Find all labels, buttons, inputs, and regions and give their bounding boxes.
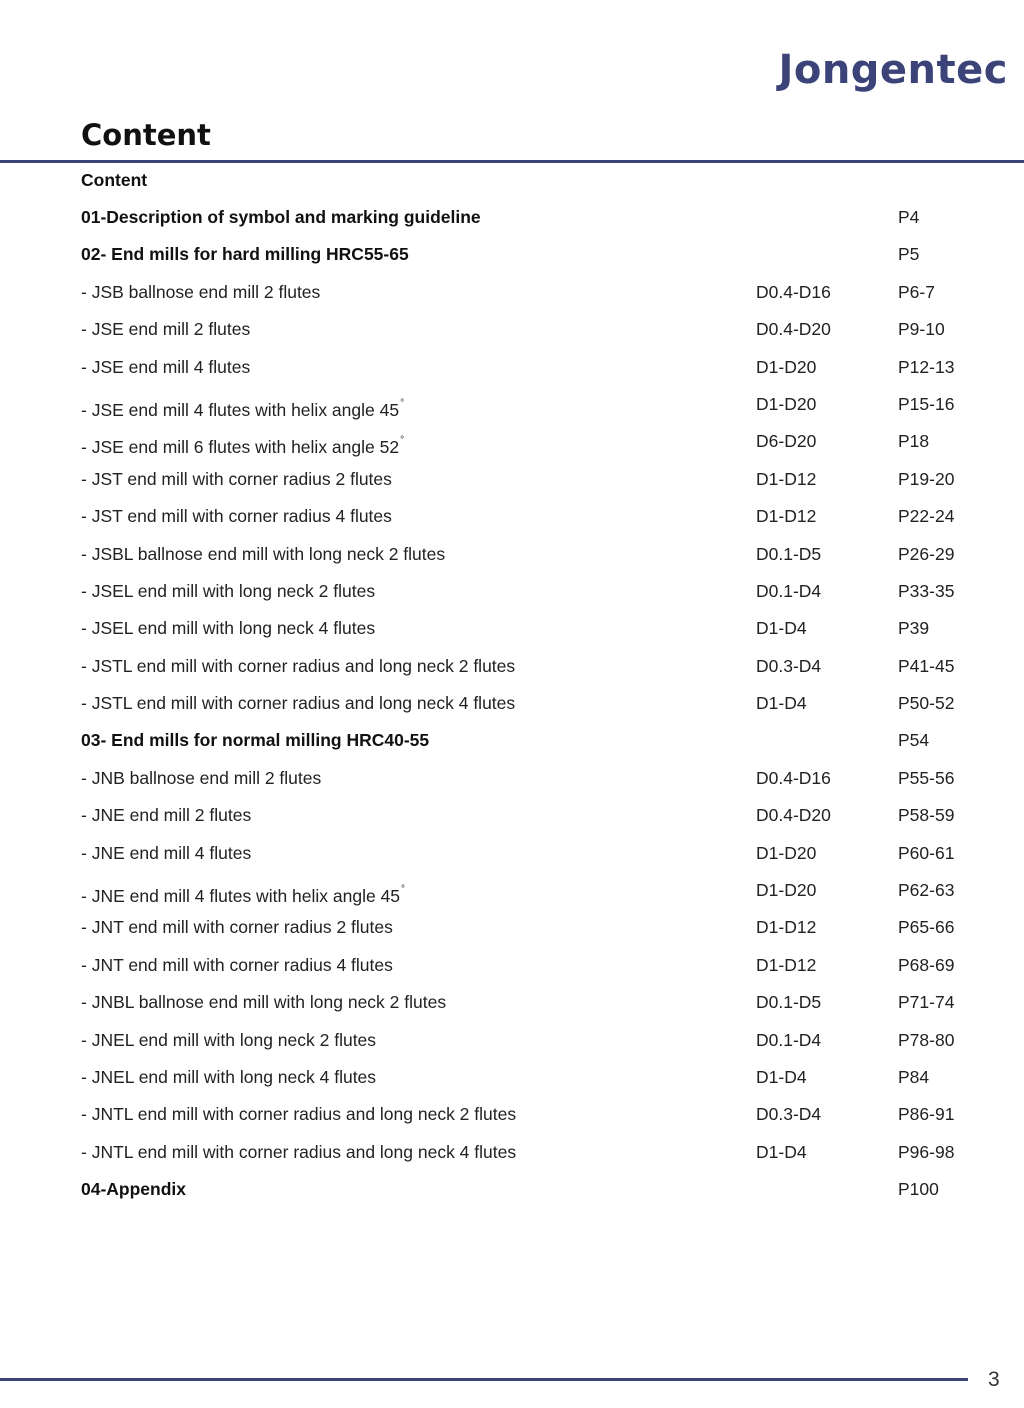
toc-page-ref: P55-56 xyxy=(898,767,955,788)
toc-diameter-range: D1-D20 xyxy=(756,356,817,377)
toc-entry-title-text: - JNT end mill with corner radius 2 flutes xyxy=(81,917,393,938)
toc-entry[interactable] xyxy=(0,1022,1024,1059)
toc-section-heading[interactable] xyxy=(0,1171,1024,1208)
toc-entry[interactable] xyxy=(0,984,1024,1021)
toc-diameter-range: D0.3-D4 xyxy=(756,1104,822,1125)
toc-entry-title-text: - JNT end mill with corner radius 4 flutes xyxy=(81,954,393,975)
toc-entry-title xyxy=(81,917,393,937)
brand-logo: Jongentec xyxy=(778,47,1008,93)
toc-page-ref: P41-45 xyxy=(898,655,955,676)
toc-entry[interactable] xyxy=(0,947,1024,984)
toc-diameter-range: D0.1-D4 xyxy=(756,1029,822,1050)
toc-entry-title xyxy=(81,1179,186,1199)
footer-divider xyxy=(0,1378,968,1381)
toc-entry-title-text: 04-Appendix xyxy=(81,1179,187,1200)
toc-diameter-range: D0.4-D16 xyxy=(756,281,831,302)
toc-diameter-range: D0.1-D5 xyxy=(756,543,822,564)
toc-section-heading[interactable] xyxy=(0,162,1024,199)
page-number: 3 xyxy=(988,1368,1000,1391)
toc-diameter-range: D0.4-D16 xyxy=(756,767,831,788)
toc-entry-title xyxy=(81,768,321,788)
toc-diameter-range: D0.1-D5 xyxy=(756,992,822,1013)
toc-entry-title xyxy=(81,1030,376,1050)
toc-diameter-range: D1-D4 xyxy=(756,1066,807,1087)
toc-entry-title-text: - JNE end mill 4 flutes xyxy=(81,842,252,863)
toc-diameter-range: D6-D20 xyxy=(756,431,817,452)
toc-entry-title-text: - JSE end mill 4 flutes xyxy=(81,356,251,377)
toc-page-ref: P6-7 xyxy=(898,281,935,302)
toc-entry[interactable] xyxy=(0,274,1024,311)
toc-entry-title-text: - JNEL end mill with long neck 4 flutes xyxy=(81,1066,377,1087)
toc-diameter-range: D1-D4 xyxy=(756,618,807,639)
toc-page-ref: P60-61 xyxy=(898,842,955,863)
toc-page-ref: P9-10 xyxy=(898,319,945,340)
toc-entry[interactable] xyxy=(0,498,1024,535)
degree-symbol: ° xyxy=(400,435,405,447)
table-of-contents xyxy=(0,162,1024,1209)
toc-diameter-range: D0.1-D4 xyxy=(756,580,822,601)
toc-diameter-range: D1-D4 xyxy=(756,693,807,714)
toc-section-heading[interactable] xyxy=(0,236,1024,273)
toc-section-heading[interactable] xyxy=(0,199,1024,236)
page-title: Content xyxy=(81,118,211,152)
toc-entry[interactable] xyxy=(0,349,1024,386)
toc-entry-title-text: - JSTL end mill with corner radius and long neck 2 flutes xyxy=(81,655,516,676)
degree-symbol: ° xyxy=(400,397,405,409)
toc-entry[interactable] xyxy=(0,760,1024,797)
toc-entry-title-text: - JSB ballnose end mill 2 flutes xyxy=(81,281,321,302)
toc-entry-title-text: - JSTL end mill with corner radius and long neck 4 flutes xyxy=(81,693,516,714)
toc-entry-title-text: - JST end mill with corner radius 4 flutes xyxy=(81,506,392,527)
degree-symbol: ° xyxy=(401,884,406,896)
toc-entry-title xyxy=(81,992,446,1012)
toc-entry[interactable] xyxy=(0,386,1024,423)
toc-page-ref: P12-13 xyxy=(898,356,955,377)
toc-page-ref: P100 xyxy=(898,1179,939,1200)
toc-entry-title xyxy=(81,1067,376,1087)
toc-entry-title xyxy=(81,880,405,906)
toc-page-ref: P71-74 xyxy=(898,992,955,1013)
toc-entry-title xyxy=(81,431,404,457)
toc-page-ref: P22-24 xyxy=(898,506,955,527)
toc-section-heading[interactable] xyxy=(0,722,1024,759)
toc-entry-title xyxy=(81,730,429,750)
toc-entry-title xyxy=(81,805,251,825)
toc-page-ref: P19-20 xyxy=(898,468,955,489)
toc-entry[interactable] xyxy=(0,797,1024,834)
toc-entry-title xyxy=(81,618,375,638)
toc-page-ref: P5 xyxy=(898,244,920,265)
toc-entry[interactable] xyxy=(0,648,1024,685)
toc-entry-title-text: - JSEL end mill with long neck 2 flutes xyxy=(81,580,376,601)
toc-entry-title-text: - JNTL end mill with corner radius and long neck 2 flutes xyxy=(81,1104,517,1125)
toc-entry[interactable] xyxy=(0,311,1024,348)
toc-entry[interactable] xyxy=(0,909,1024,946)
toc-entry-title-text: Content xyxy=(81,170,148,190)
toc-entry-title-text: - JNTL end mill with corner radius and long neck 4 flutes xyxy=(81,1141,517,1162)
toc-entry[interactable] xyxy=(0,461,1024,498)
toc-entry-title-text: 03- End mills for normal milling HRC40-55 xyxy=(81,730,430,751)
toc-entry-title xyxy=(81,282,320,302)
toc-entry-title xyxy=(81,581,375,601)
toc-entry[interactable] xyxy=(0,423,1024,460)
toc-entry-title-text: - JSBL ballnose end mill with long neck 2 flutes xyxy=(81,543,446,564)
toc-page-ref: P15-16 xyxy=(898,393,955,414)
toc-entry-title xyxy=(81,244,409,264)
toc-page-ref: P39 xyxy=(898,618,930,639)
toc-entry-title xyxy=(81,656,515,676)
toc-entry-title-text: - JNB ballnose end mill 2 flutes xyxy=(81,767,322,788)
toc-entry-title-text: - JSE end mill 4 flutes with helix angle 45 xyxy=(81,399,400,420)
toc-diameter-range: D1-D20 xyxy=(756,393,817,414)
toc-entry-title xyxy=(81,544,445,564)
toc-page-ref: P4 xyxy=(898,207,920,227)
toc-entry-title-text: - JSEL end mill with long neck 4 flutes xyxy=(81,618,376,639)
toc-diameter-range: D1-D20 xyxy=(756,842,817,863)
toc-diameter-range: D0.4-D20 xyxy=(756,805,831,826)
toc-entry-title-text: - JSE end mill 2 flutes xyxy=(81,319,251,340)
toc-page-ref: P78-80 xyxy=(898,1029,955,1050)
toc-page-ref: P50-52 xyxy=(898,693,955,714)
toc-page-ref: P84 xyxy=(898,1066,930,1087)
toc-entry-title xyxy=(81,357,250,377)
toc-entry-title-text: 01-Description of symbol and marking guideline xyxy=(81,207,481,227)
toc-entry-title xyxy=(81,506,392,526)
toc-entry-title-text: - JST end mill with corner radius 2 flutes xyxy=(81,468,392,489)
toc-diameter-range: D1-D12 xyxy=(756,954,817,975)
toc-entry[interactable] xyxy=(0,835,1024,872)
toc-page-ref: P26-29 xyxy=(898,543,955,564)
toc-entry[interactable] xyxy=(0,1059,1024,1096)
toc-diameter-range: D1-D12 xyxy=(756,917,817,938)
toc-entry-title-text: - JNE end mill 2 flutes xyxy=(81,805,252,826)
toc-entry-title-text: - JNE end mill 4 flutes with helix angle 45 xyxy=(81,886,401,907)
toc-entry[interactable] xyxy=(0,1134,1024,1171)
toc-entry-title xyxy=(81,469,392,489)
toc-entry-title xyxy=(81,394,404,420)
toc-entry-title-text: - JSE end mill 6 flutes with helix angle 52 xyxy=(81,437,400,458)
toc-entry[interactable] xyxy=(0,1096,1024,1133)
toc-entry-title xyxy=(81,1104,516,1124)
toc-entry-title xyxy=(81,207,481,227)
toc-page-ref: P54 xyxy=(898,730,930,751)
toc-diameter-range: D1-D12 xyxy=(756,506,817,527)
toc-entry-title xyxy=(81,843,251,863)
toc-page-ref: P33-35 xyxy=(898,580,955,601)
toc-entry-title-text: - JNBL ballnose end mill with long neck 2 flutes xyxy=(81,992,447,1013)
toc-diameter-range: D0.4-D20 xyxy=(756,319,831,340)
toc-entry[interactable] xyxy=(0,685,1024,722)
toc-page-ref: P68-69 xyxy=(898,954,955,975)
toc-entry-title xyxy=(81,170,147,190)
toc-entry-title xyxy=(81,1142,516,1162)
toc-page-ref: P58-59 xyxy=(898,805,955,826)
toc-page-ref: P96-98 xyxy=(898,1141,955,1162)
toc-page-ref: P62-63 xyxy=(898,880,955,901)
toc-entry-title xyxy=(81,319,250,339)
toc-diameter-range: D1-D4 xyxy=(756,1141,807,1162)
toc-page-ref: P18 xyxy=(898,431,930,452)
toc-page-ref: P86-91 xyxy=(898,1104,955,1125)
toc-entry[interactable] xyxy=(0,536,1024,573)
toc-diameter-range: D1-D20 xyxy=(756,880,817,901)
toc-diameter-range: D0.3-D4 xyxy=(756,655,822,676)
toc-entry[interactable] xyxy=(0,610,1024,647)
toc-entry-title-text: 02- End mills for hard milling HRC55-65 xyxy=(81,244,409,265)
toc-entry-title xyxy=(81,693,515,713)
toc-entry[interactable] xyxy=(0,872,1024,909)
toc-entry[interactable] xyxy=(0,573,1024,610)
toc-diameter-range: D1-D12 xyxy=(756,468,817,489)
toc-entry-title xyxy=(81,955,393,975)
toc-entry-title-text: - JNEL end mill with long neck 2 flutes xyxy=(81,1029,377,1050)
toc-page-ref: P65-66 xyxy=(898,917,955,938)
